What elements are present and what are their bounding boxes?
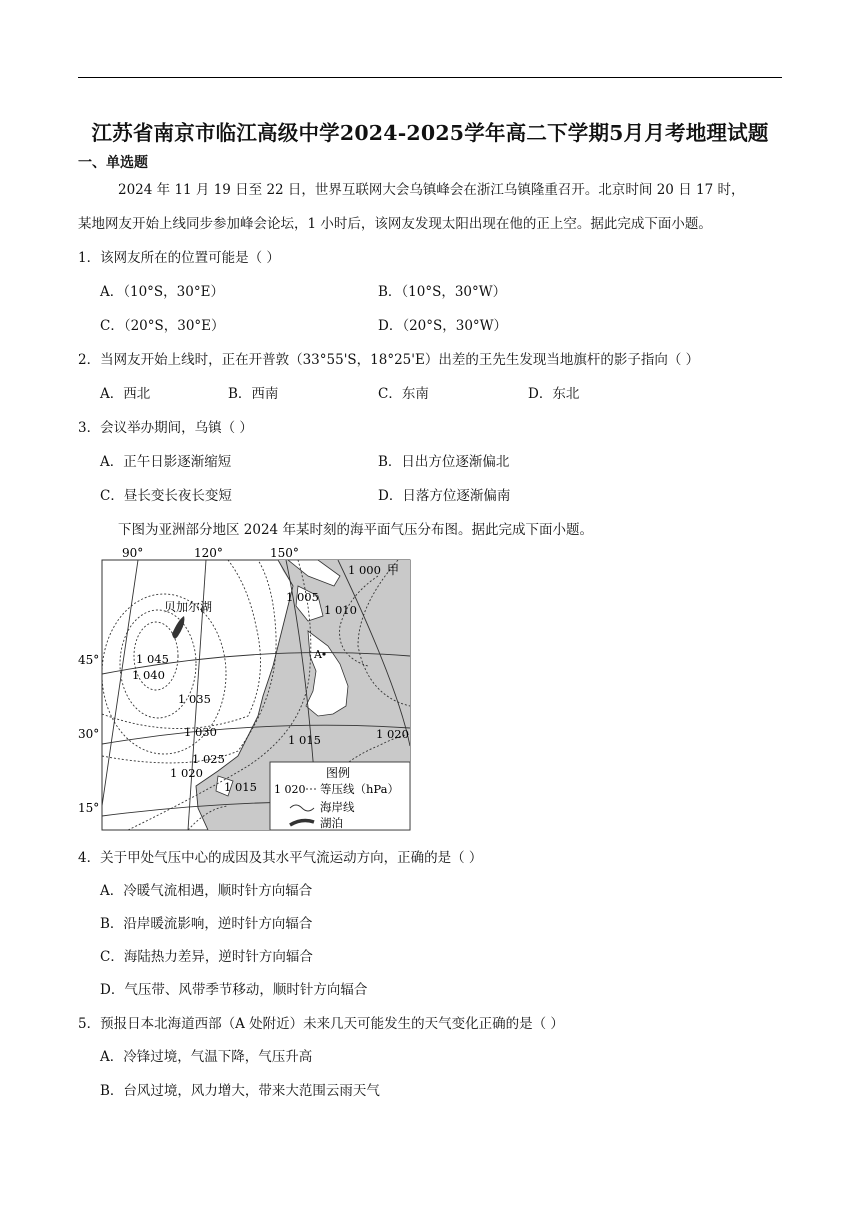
legend-lake-text: 湖泊 bbox=[320, 816, 343, 830]
question-2-option-b: B．西南 bbox=[228, 386, 279, 402]
isobar-label-1005: 1 005 bbox=[286, 590, 319, 604]
question-3-stem: 3．会议举办期间，乌镇（ ） bbox=[78, 420, 253, 436]
question-1-option-b: B．（10°S，30°W） bbox=[378, 284, 507, 300]
question-1-option-a: A．（10°S，30°E） bbox=[100, 284, 224, 300]
map-intro-paragraph: 下图为亚洲部分地区 2024 年某时刻的海平面气压分布图。据此完成下面小题。 bbox=[118, 522, 593, 538]
lon-label-120: 120° bbox=[194, 546, 223, 560]
question-2-option-d: D．东北 bbox=[528, 386, 580, 402]
legend-coast-text: 海岸线 bbox=[320, 800, 355, 814]
question-5-option-a: A．冷锋过境，气温下降，气压升高 bbox=[100, 1049, 313, 1065]
isobar-label-1010: 1 010 bbox=[324, 603, 357, 617]
page-title: 江苏省南京市临江高级中学2024-2025学年高二下学期5月月考地理试题 bbox=[91, 121, 769, 145]
question-4-option-d: D．气压带、风带季节移动，顺时针方向辐合 bbox=[100, 982, 368, 998]
point-a-label: A bbox=[314, 648, 322, 661]
question-5-stem: 5．预报日本北海道西部（A 处附近）未来几天可能发生的天气变化正确的是（ ） bbox=[78, 1016, 564, 1032]
legend-title: 图例 bbox=[326, 766, 351, 780]
question-4-option-c: C．海陆热力差异，逆时针方向辐合 bbox=[100, 949, 313, 965]
lon-label-150: 150° bbox=[270, 546, 299, 560]
legend-isobar-value: 1 020 bbox=[274, 783, 306, 796]
isobar-label-1020-east: 1 020 bbox=[376, 727, 409, 741]
header-rule bbox=[78, 77, 782, 78]
isobar-label-1015-south: 1 015 bbox=[224, 780, 257, 794]
lat-label-30: 30° bbox=[78, 727, 100, 741]
lat-label-15: 15° bbox=[78, 801, 100, 815]
section-heading: 一、单选题 bbox=[78, 155, 148, 171]
isobar-label-1015-east: 1 015 bbox=[288, 733, 321, 747]
lon-label-90: 90° bbox=[122, 546, 144, 560]
isobar-label-1025: 1 025 bbox=[192, 752, 225, 766]
isobar-label-1020-west: 1 020 bbox=[170, 766, 203, 780]
baikal-label: 贝加尔湖 bbox=[164, 600, 213, 614]
question-4-option-b: B．沿岸暖流影响，逆时针方向辐合 bbox=[100, 916, 313, 932]
isobar-label-1045: 1 045 bbox=[136, 652, 169, 666]
pressure-center-jia: 甲 bbox=[387, 563, 400, 577]
question-1-stem: 1．该网友所在的位置可能是（ ） bbox=[78, 250, 280, 266]
map-legend bbox=[270, 762, 410, 830]
question-2-option-a: A．西北 bbox=[100, 386, 151, 402]
question-2-option-c: C．东南 bbox=[378, 386, 429, 402]
isobar-label-1030: 1 030 bbox=[184, 725, 217, 739]
question-4-option-a: A．冷暖气流相遇，顺时针方向辐合 bbox=[100, 883, 313, 899]
question-3-option-a: A．正午日影逐渐缩短 bbox=[100, 454, 232, 470]
question-3-option-d: D．日落方位逐渐偏南 bbox=[378, 488, 511, 504]
pressure-map bbox=[78, 546, 418, 832]
question-2-stem: 2．当网友开始上线时，正在开普敦（33°55'S，18°25'E）出差的王先生发现当地旗杆的影子指向（ ） bbox=[78, 352, 700, 368]
question-5-option-b: B．台风过境，风力增大，带来大范围云雨天气 bbox=[100, 1083, 380, 1099]
lat-label-45: 45° bbox=[78, 653, 100, 667]
isobar-label-1000: 1 000 bbox=[348, 563, 381, 577]
intro-paragraph-line-2: 某地网友开始上线同步参加峰会论坛，1 小时后，该网友发现太阳出现在他的正上空。据此完成下面小题。 bbox=[78, 216, 712, 232]
question-1-option-d: D．（20°S，30°W） bbox=[378, 318, 508, 334]
question-3-option-c: C．昼长变长夜长变短 bbox=[100, 488, 232, 504]
question-1-option-c: C．（20°S，30°E） bbox=[100, 318, 225, 334]
question-4-stem: 4．关于甲处气压中心的成因及其水平气流运动方向，正确的是（ ） bbox=[78, 850, 483, 866]
isobar-label-1040: 1 040 bbox=[132, 668, 165, 682]
legend-isobar-text: 等压线（hPa） bbox=[320, 782, 399, 796]
intro-paragraph-line-1: 2024 年 11 月 19 日至 22 日，世界互联网大会乌镇峰会在浙江乌镇隆重召开。北京时间 20 日 17 时， bbox=[118, 182, 745, 198]
isobar-label-1035: 1 035 bbox=[178, 692, 211, 706]
question-3-option-b: B．日出方位逐渐偏北 bbox=[378, 454, 510, 470]
